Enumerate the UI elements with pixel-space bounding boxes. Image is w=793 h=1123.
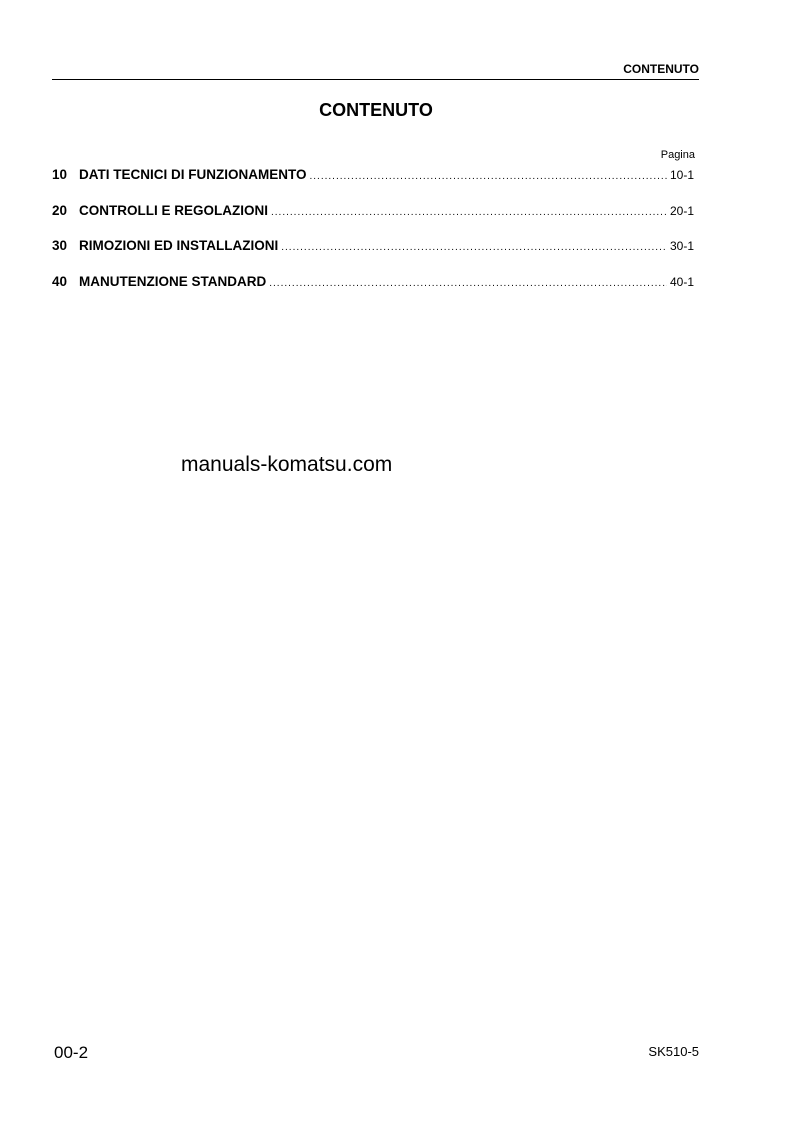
page-title: CONTENUTO [319, 100, 433, 120]
toc-entry-10[interactable] [52, 167, 694, 203]
toc-leader-dots [310, 171, 667, 182]
toc-leader-dots [271, 207, 667, 218]
page-column-header: Pagina [660, 149, 695, 161]
toc-entry-label: RIMOZIONI ED INSTALLAZIONI [79, 238, 279, 253]
toc-entry-20[interactable] [52, 203, 694, 239]
toc-entry-label: MANUTENZIONE STANDARD [79, 273, 267, 289]
footer-model: SK510-5 [648, 1044, 699, 1059]
toc-entry-number: 30 [52, 238, 68, 253]
toc-entry-page: 30-1 [669, 239, 694, 253]
toc-entry-page: 20-1 [669, 203, 694, 218]
toc-leader-dots [269, 278, 667, 289]
footer-page-number: 00-2 [54, 1043, 89, 1062]
toc-entry-page: 10-1 [669, 168, 694, 182]
toc-entry-page: 40-1 [669, 274, 694, 289]
toc-leader-dots [281, 242, 667, 253]
toc-entry-number: 20 [52, 202, 68, 218]
header-divider [52, 79, 699, 80]
toc-entry-label: CONTROLLI E REGOLAZIONI [79, 202, 268, 218]
toc-entry-40[interactable] [52, 274, 694, 310]
toc-entry-number: 10 [52, 167, 68, 182]
watermark-text: manuals-komatsu.com [181, 453, 393, 476]
toc-entry-30[interactable] [52, 238, 694, 274]
toc-entry-number: 40 [52, 273, 68, 289]
toc-entry-label: DATI TECNICI DI FUNZIONAMENTO [79, 167, 307, 182]
table-of-contents [52, 167, 694, 309]
running-header: CONTENUTO [623, 62, 699, 76]
